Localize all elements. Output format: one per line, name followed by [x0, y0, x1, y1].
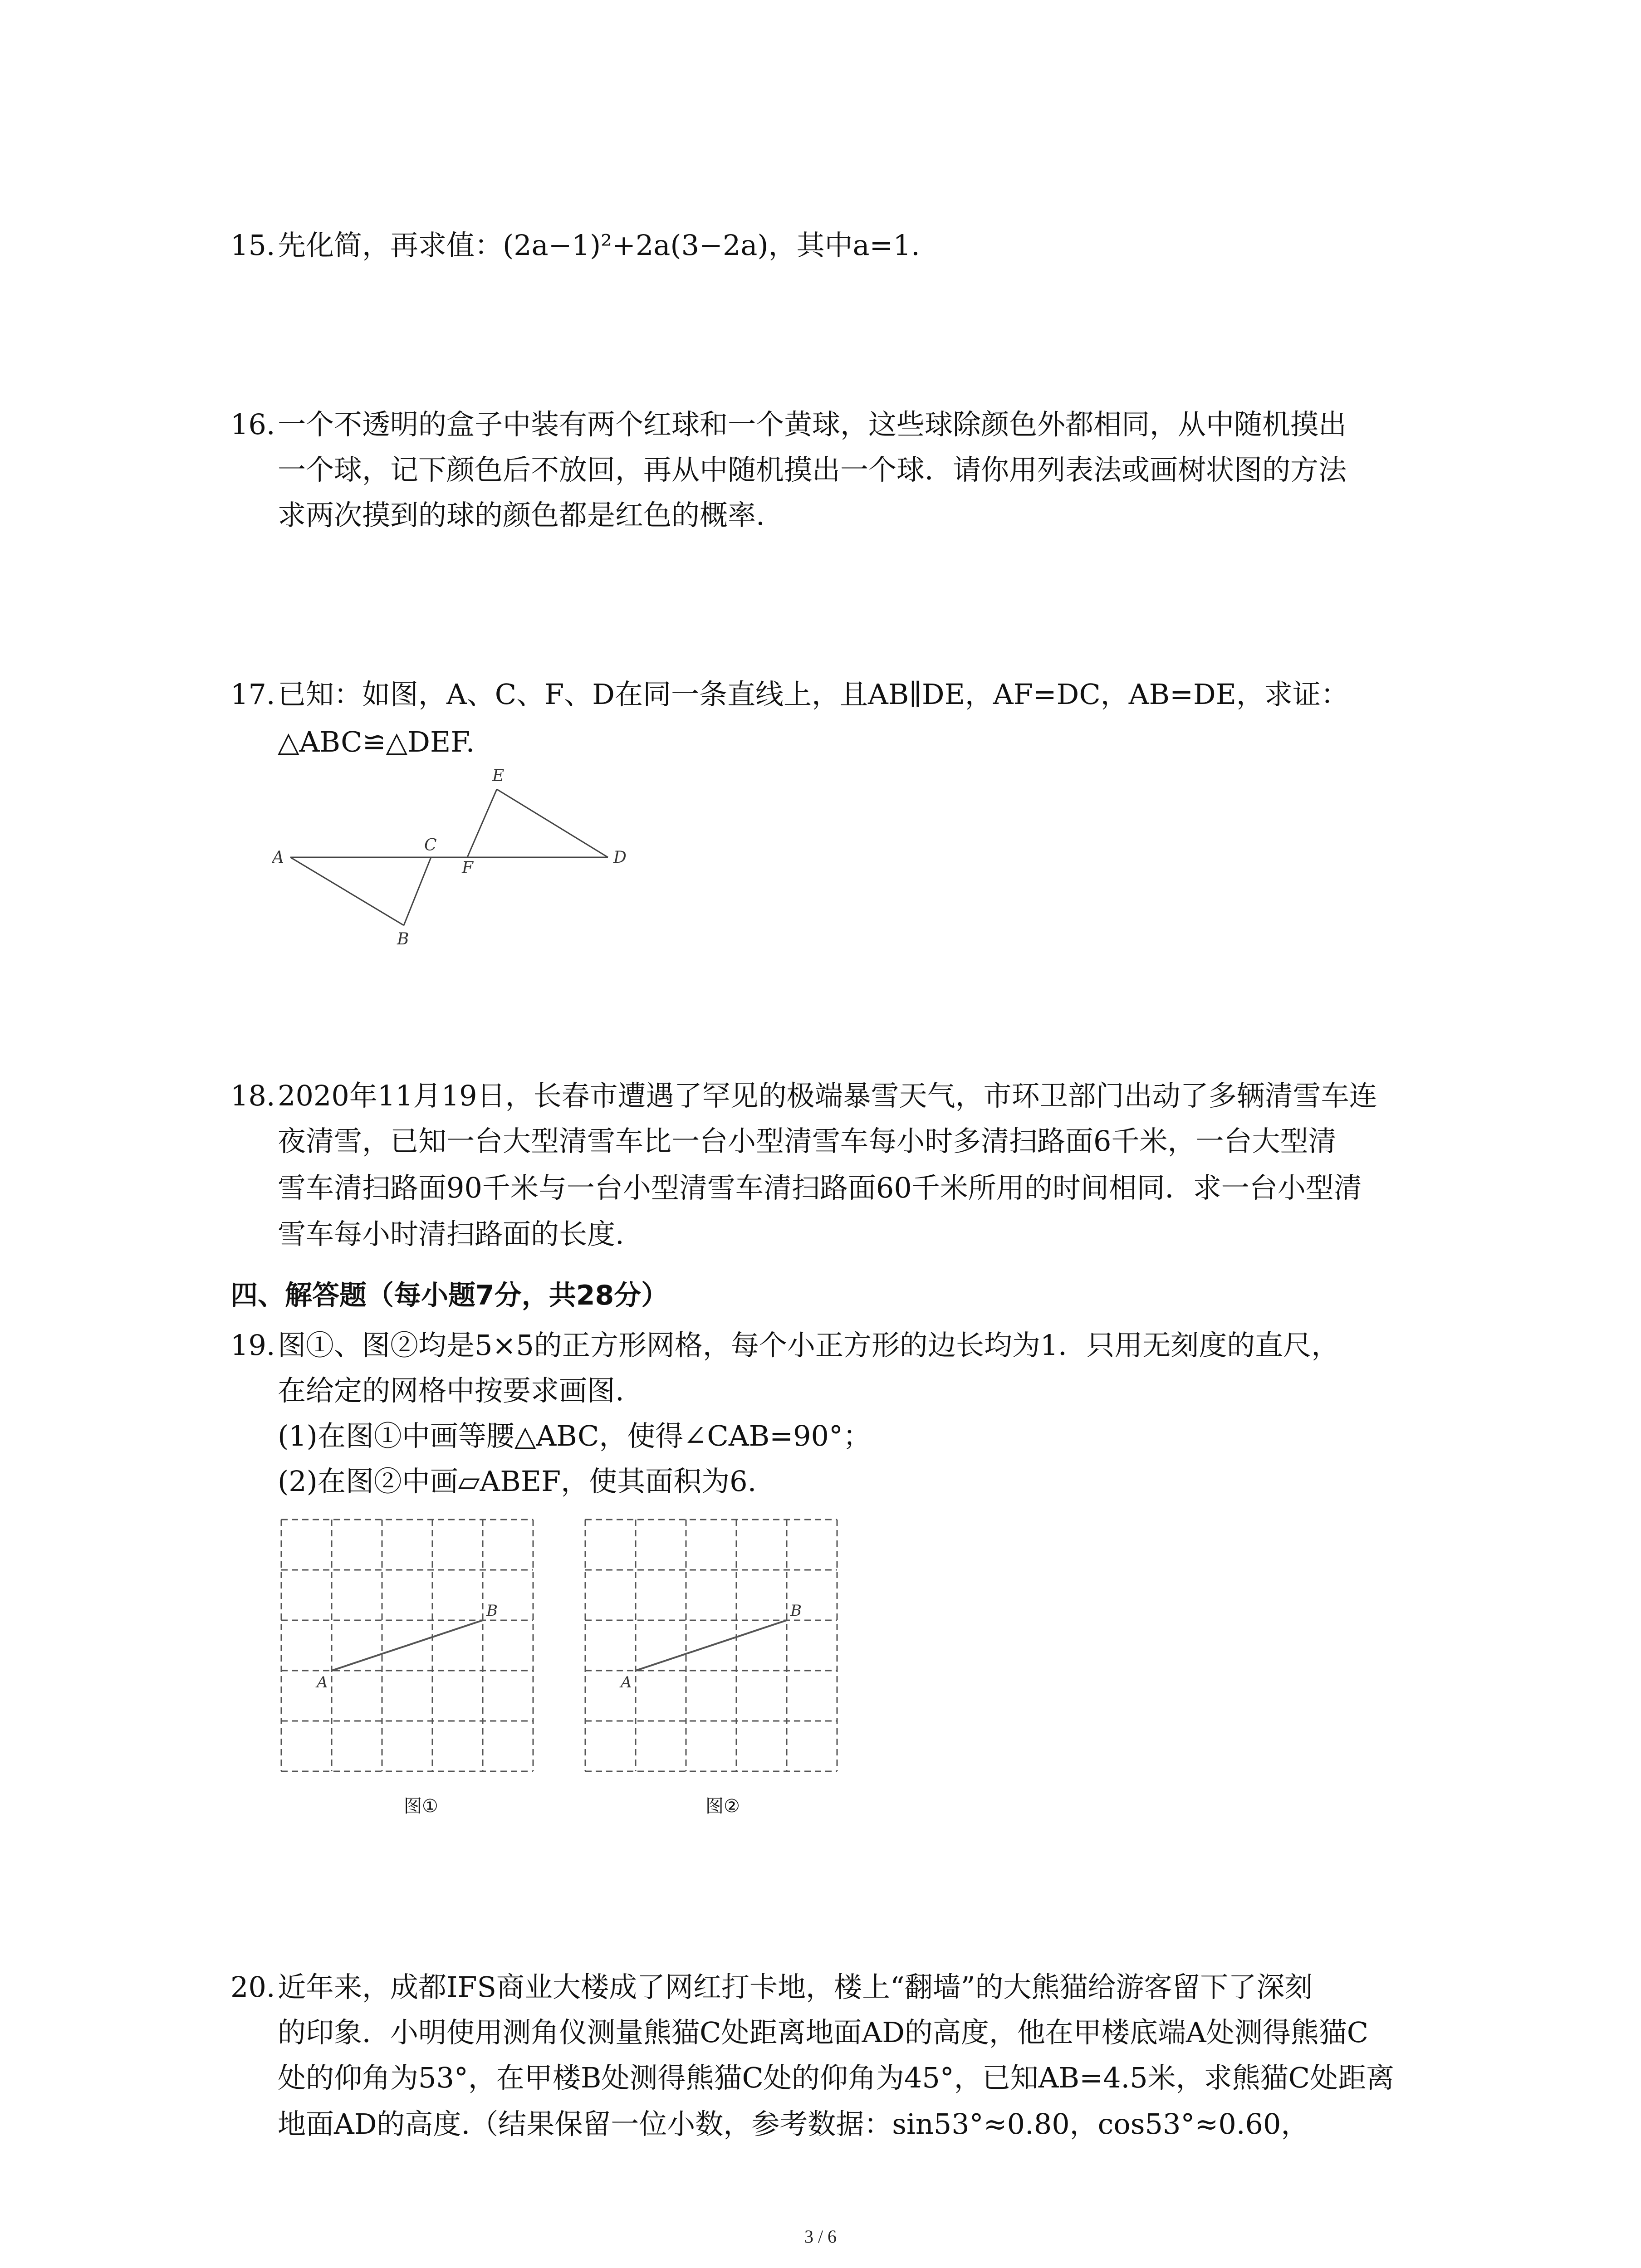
problem-number: 19. [230, 1329, 275, 1362]
label-d: D [613, 848, 627, 867]
grid-2-caption: 图② [705, 1796, 740, 1817]
label-b: B [397, 930, 409, 948]
grid-figure-1 [272, 1510, 563, 1783]
problem-text: 2020年11月19日，长春市遭遇了罕见的极端暴雪天气，市环卫部门出动了多辆清雪车连 [278, 1079, 1377, 1112]
label-c: C [424, 836, 437, 855]
segment-ab [290, 857, 404, 925]
grid-label-a: A [621, 1673, 632, 1691]
problem-text: 图①、图②均是5×5的正方形网格，每个小正方形的边长均为1．只用无刻度的直尺， [278, 1329, 1340, 1362]
segment-ab [332, 1620, 483, 1671]
grid-figure-2 [576, 1510, 867, 1783]
problem-number: 17. [230, 678, 275, 711]
problem-text: 先化简，再求值：(2a−1)²+2a(3−2a)，其中a=1. [278, 229, 920, 262]
problem-number: 16. [230, 408, 275, 441]
label-e: E [492, 767, 505, 785]
grid-label-b: B [790, 1602, 802, 1620]
segment-ed [497, 789, 608, 857]
grid-label-a: A [317, 1673, 328, 1691]
problem-number: 15. [230, 229, 275, 262]
page-number: 3 / 6 [804, 2226, 837, 2247]
problem-number: 20. [230, 1970, 275, 2004]
segment-bc [404, 857, 431, 925]
segment-fe [467, 789, 497, 857]
grid-1-caption: 图① [404, 1796, 438, 1817]
problem-number: 18. [230, 1079, 275, 1112]
section-heading: 四、解答题（每小题7分，共28分） [230, 1280, 669, 1311]
exam-page: 15. 先化简，再求值：(2a−1)²+2a(3−2a)，其中a=1. 16. 一个不透明的盒子中装有两个红球和一个黄球，这些球除颜色外都相同，从中随机摸出 一个球，记下颜色后不放回，再从中随机摸出一个球．请你用列表法或画树状图的方法 求两次摸到的球的颜色都是红色的概率. 17. 已知：如图，A、C、F、D在同一条直线上，且AB∥DE，AF=DC，AB=DE，求证： △ABC≌△DEF. A B C D E F 18. 2020年11月19日，长春市遭遇了罕见的极端暴雪天气，市环卫部门出动了多辆清雪车连 夜清雪，已知一台大型清雪车比一台小型清雪车每小时多清扫路面6千米，一台大型清 雪车清扫路面90千米与一台小型清雪车清扫路面60千米所用的时间相同．求一台小型清 雪车每小时清扫路面的长度. 四、解答题（每小题7分，共28分） 19. 图①、图②均是5×5的正方形网格，每个小正方形的边长均为1．只用无刻度的直尺， 在给定的网格中按要求画图. (1)在图①中画等腰△ABC，使得∠CAB=90°； (2)在图②中画▱ABEF，使其面积为6. A B 图① A B 图② 20. 近年来，成都IFS商业大楼成了网红打卡地，楼上“翻墙”的大熊猫给游客留下了深刻 的印象．小明使用测角仪测量熊猫C处距离地面AD的高度，他在甲楼底端A处测得熊猫C 处的仰角为53°，在甲楼B处测得熊猫C处的仰角为45°，已知AB=4.5米，求熊猫C处距离 地面AD的高度.（结果保留一位小数，参考数据：sin53°≈0.80，cos53°≈0.60， 3 / 6 [0, 0, 1641, 2268]
segment-ab [636, 1620, 787, 1671]
label-a: A [272, 848, 284, 867]
triangle-figure [272, 758, 635, 948]
problem-text: 近年来，成都IFS商业大楼成了网红打卡地，楼上“翻墙”的大熊猫给游客留下了深刻 [278, 1970, 1313, 2004]
problem-text: 一个不透明的盒子中装有两个红球和一个黄球，这些球除颜色外都相同，从中随机摸出 [278, 408, 1347, 441]
problem-text: 已知：如图，A、C、F、D在同一条直线上，且AB∥DE，AF=DC，AB=DE，求证： [278, 678, 1349, 711]
grid-label-b: B [486, 1602, 498, 1620]
label-f: F [462, 859, 473, 877]
